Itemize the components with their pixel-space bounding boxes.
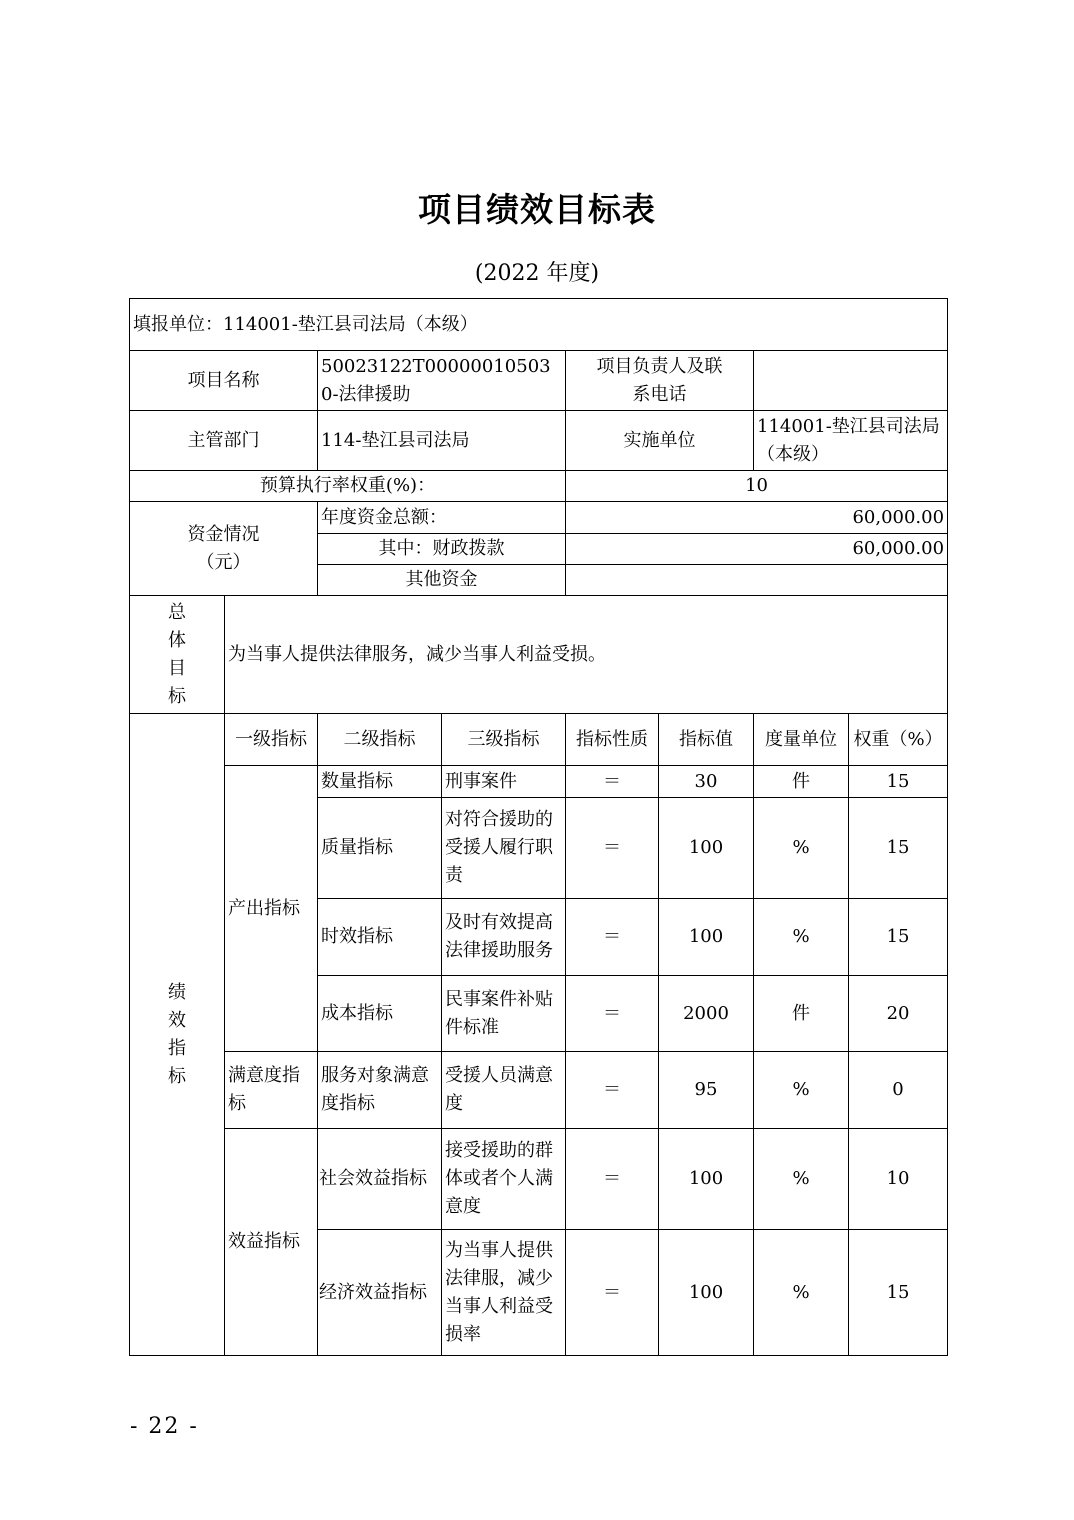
- row-weight: 15: [849, 899, 948, 976]
- row-unit: %: [754, 1230, 849, 1356]
- overall-goal-value: 为当事人提供法律服务，减少当事人利益受损。: [225, 596, 948, 714]
- row-value: 2000: [659, 976, 754, 1052]
- project-leader-label: [566, 351, 754, 411]
- perf-indicators-label-text: 绩效指标: [168, 981, 186, 1087]
- row-level3: 受援人员满意度: [442, 1052, 566, 1129]
- row-unit: %: [754, 1129, 849, 1230]
- project-leader-label-text: 项目负责人及联系电话: [596, 355, 723, 405]
- other-funds-label: 其他资金: [318, 565, 566, 596]
- overall-goal-label-text: 总体目标: [168, 601, 186, 707]
- row-value: 100: [659, 798, 754, 899]
- row-unit: %: [754, 798, 849, 899]
- row-weight: 0: [849, 1052, 948, 1129]
- dept-value: 114-垫江县司法局: [318, 411, 566, 471]
- row-weight: 15: [849, 766, 948, 798]
- row-nature: ＝: [566, 899, 659, 976]
- project-leader-value: [754, 351, 948, 411]
- impl-label: 实施单位: [566, 411, 754, 471]
- other-funds-value: [566, 565, 948, 596]
- header-value: 指标值: [659, 714, 754, 766]
- group-satisfaction: 满意度指标: [225, 1052, 318, 1129]
- row-value: 100: [659, 1129, 754, 1230]
- header-level2: 二级指标: [318, 714, 442, 766]
- row-unit: %: [754, 899, 849, 976]
- row-nature: ＝: [566, 1230, 659, 1356]
- row-level3: 及时有效提高法律援助服务: [442, 899, 566, 976]
- annual-total-label: 年度资金总额：: [318, 502, 566, 534]
- row-value: 95: [659, 1052, 754, 1129]
- row-weight: 10: [849, 1129, 948, 1230]
- row-level3: 接受援助的群体或者个人满意度: [442, 1129, 566, 1230]
- row-level3: 民事案件补贴件标准: [442, 976, 566, 1052]
- annual-total-value: 60,000.00: [566, 502, 948, 534]
- row-level3: 对符合援助的受援人履行职责: [442, 798, 566, 899]
- project-name-label: 项目名称: [130, 351, 318, 411]
- impl-value: 114001-垫江县司法局（本级）: [754, 411, 948, 471]
- row-unit: %: [754, 1052, 849, 1129]
- budget-weight-label: 预算执行率权重(%)：: [130, 471, 566, 502]
- header-level1: 一级指标: [225, 714, 318, 766]
- row-level2: 经济效益指标: [318, 1230, 442, 1356]
- overall-goal-label: [130, 596, 225, 714]
- performance-table: [129, 298, 948, 1356]
- group-output: 产出指标: [225, 766, 318, 1052]
- page-number: - 22 -: [130, 1414, 199, 1439]
- row-nature: ＝: [566, 766, 659, 798]
- dept-label: 主管部门: [130, 411, 318, 471]
- row-level2: 服务对象满意度指标: [318, 1052, 442, 1129]
- row-level3: 为当事人提供法律服，减少当事人利益受损率: [442, 1230, 566, 1356]
- unit-line: 填报单位：114001-垫江县司法局（本级）: [130, 299, 948, 351]
- year-subtitle: (2022 年度): [474, 261, 600, 286]
- row-level2: 成本指标: [318, 976, 442, 1052]
- row-weight: 20: [849, 976, 948, 1052]
- row-weight: 15: [849, 798, 948, 899]
- row-level2: 质量指标: [318, 798, 442, 899]
- group-benefit: 效益指标: [225, 1129, 318, 1356]
- row-value: 30: [659, 766, 754, 798]
- row-unit: 件: [754, 766, 849, 798]
- header-weight: 权重（%）: [849, 714, 948, 766]
- row-level2: 社会效益指标: [318, 1129, 442, 1230]
- fiscal-label: 其中：财政拨款: [318, 534, 566, 565]
- row-weight: 15: [849, 1230, 948, 1356]
- row-unit: 件: [754, 976, 849, 1052]
- perf-indicators-label: [130, 714, 225, 1356]
- row-nature: ＝: [566, 798, 659, 899]
- funds-label-text: 资金情况（元）: [187, 523, 260, 573]
- budget-weight-value: 10: [566, 471, 948, 502]
- fiscal-value: 60,000.00: [566, 534, 948, 565]
- row-level2: 时效指标: [318, 899, 442, 976]
- page-title: 项目绩效目标表: [418, 190, 656, 229]
- row-level2: 数量指标: [318, 766, 442, 798]
- header-unit: 度量单位: [754, 714, 849, 766]
- funds-label: [130, 502, 318, 596]
- row-nature: ＝: [566, 976, 659, 1052]
- project-name-value: 50023122T000000105030-法律援助: [318, 351, 566, 411]
- row-nature: ＝: [566, 1129, 659, 1230]
- header-level3: 三级指标: [442, 714, 566, 766]
- row-value: 100: [659, 1230, 754, 1356]
- row-value: 100: [659, 899, 754, 976]
- row-nature: ＝: [566, 1052, 659, 1129]
- row-level3: 刑事案件: [442, 766, 566, 798]
- header-nature: 指标性质: [566, 714, 659, 766]
